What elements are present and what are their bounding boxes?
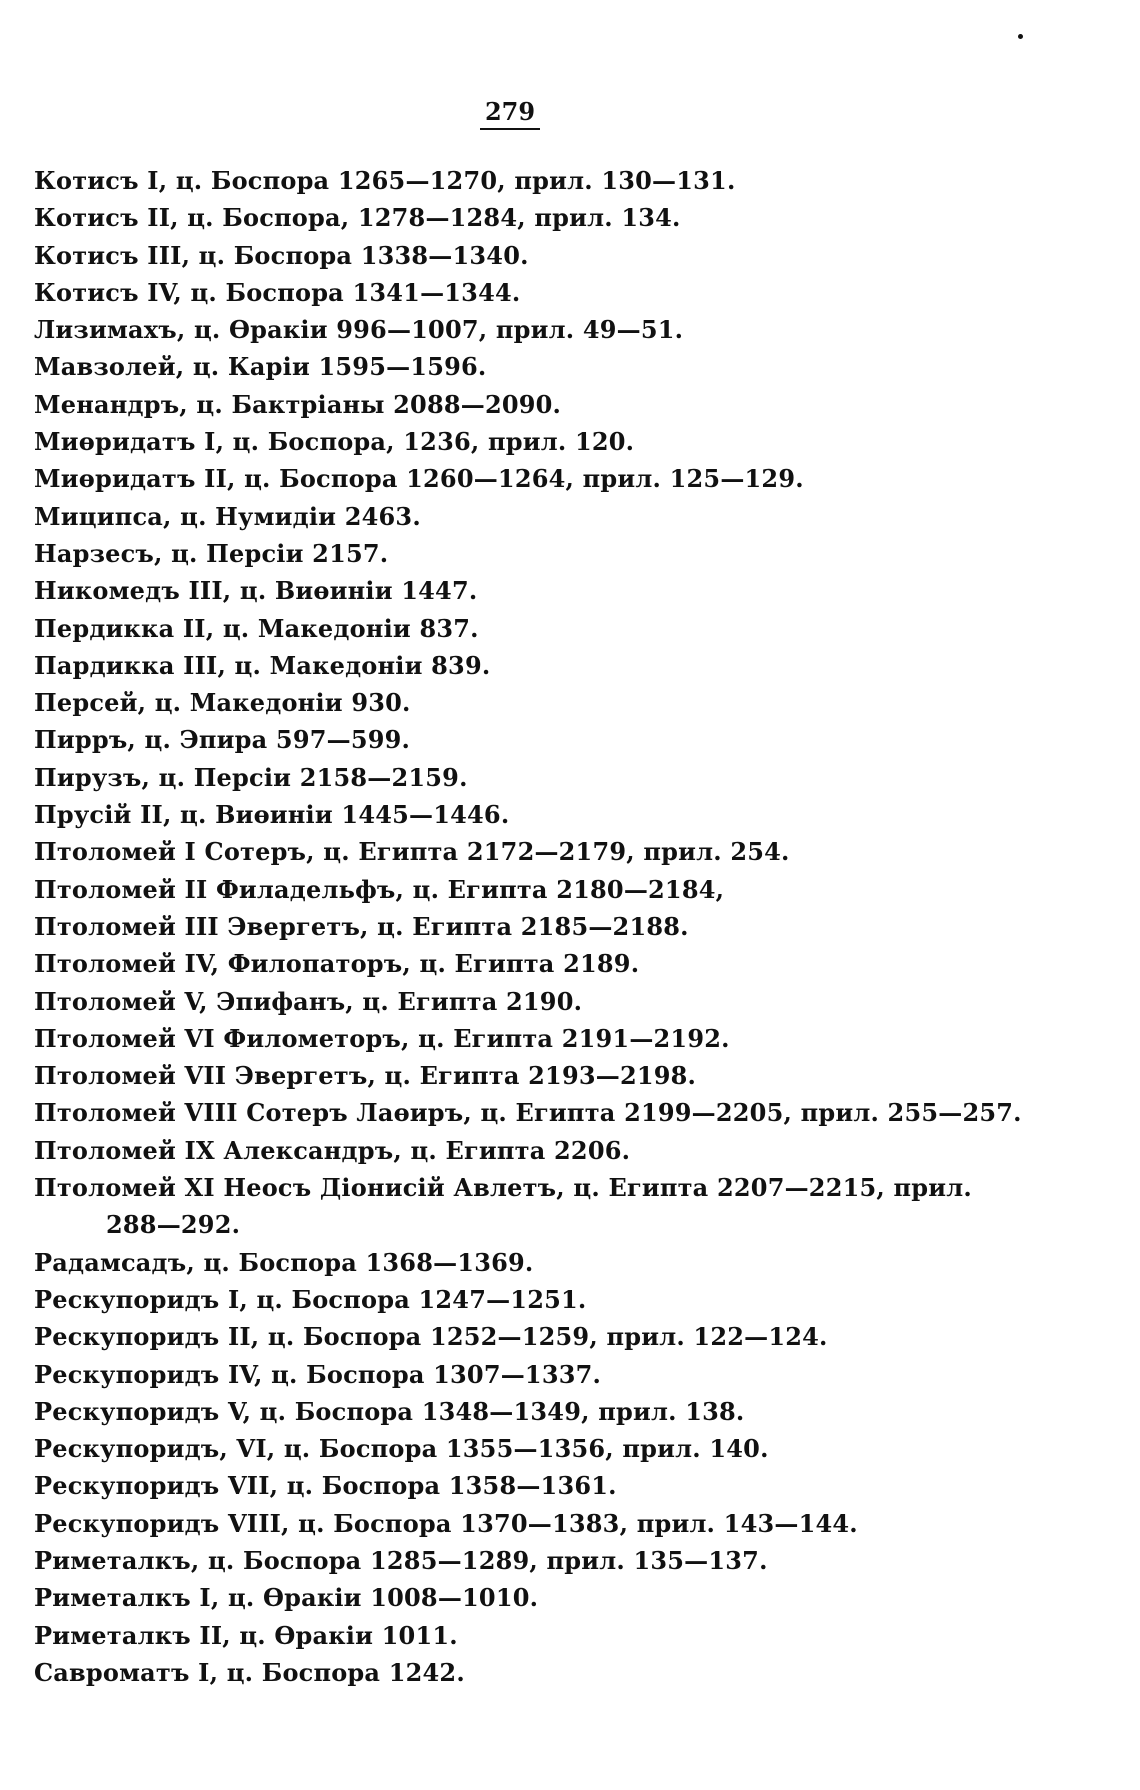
entry-text: Птоломей VII Эвергетъ, ц. Египта 2193—2198. <box>34 1061 697 1091</box>
entry-text: Птоломей III Эвергетъ, ц. Египта 2185—2188. <box>34 911 689 941</box>
index-entry <box>34 1430 1034 1467</box>
entry-text: Пирръ, ц. Эпира 597—599. <box>34 725 411 755</box>
entry-text: Рескупоридъ IV, ц. Боспора 1307—1337. <box>34 1359 602 1389</box>
index-entry <box>34 423 1034 460</box>
entry-text: Рескупоридъ II, ц. Боспора 1252—1259, прил. 122—124. <box>34 1322 828 1352</box>
index-entry <box>34 1057 1034 1094</box>
entry-text: Риметалкъ I, ц. Өракіи 1008—1010. <box>34 1583 539 1613</box>
index-entry <box>34 1579 1034 1616</box>
index-entry <box>34 684 1034 721</box>
index-entry <box>34 386 1034 423</box>
entry-text: Риметалкъ II, ц. Өракіи 1011. <box>34 1620 458 1650</box>
index-entry <box>34 721 1034 758</box>
page-number: 279 <box>480 96 540 130</box>
entry-text: Птоломей VIII Сотеръ Лаөиръ, ц. Египта 2199—2205, прил. 255—257. <box>34 1098 1022 1128</box>
index-entry <box>34 348 1034 385</box>
entry-text: Менандръ, ц. Бактріаны 2088—2090. <box>34 389 562 419</box>
index-entry <box>34 833 1034 870</box>
index-entry <box>34 1654 1034 1691</box>
index-entry <box>34 945 1034 982</box>
index-entry <box>34 460 1034 497</box>
print-speck <box>1018 34 1023 39</box>
entry-text: Птоломей IV, Филопаторъ, ц. Египта 2189. <box>34 949 640 979</box>
index-entry <box>34 1169 1034 1244</box>
entry-text: Рескупоридъ VIII, ц. Боспора 1370—1383, прил. 143—144. <box>34 1508 858 1538</box>
index-entry <box>34 871 1034 908</box>
index-entry <box>34 1505 1034 1542</box>
entry-text: Рескупоридъ I, ц. Боспора 1247—1251. <box>34 1284 587 1314</box>
index-entry <box>34 498 1034 535</box>
entry-text: Мавзолей, ц. Каріи 1595—1596. <box>34 352 487 382</box>
entry-text: Миципса, ц. Нумидіи 2463. <box>34 501 421 531</box>
index-entry <box>34 1132 1034 1169</box>
entry-text: Рескупоридъ, VI, ц. Боспора 1355—1356, прил. 140. <box>34 1434 769 1464</box>
index-entry <box>34 908 1034 945</box>
entry-continuation: 288—292. <box>106 1210 241 1240</box>
index-list <box>34 162 1034 1691</box>
index-entry <box>34 610 1034 647</box>
index-entry <box>34 237 1034 274</box>
index-entry <box>34 1393 1034 1430</box>
index-entry <box>34 1094 1034 1131</box>
index-entry <box>34 983 1034 1020</box>
entry-text: Пердикка II, ц. Македоніи 837. <box>34 613 479 643</box>
entry-text: Котисъ II, ц. Боспора, 1278—1284, прил. 134. <box>34 203 681 233</box>
index-entry <box>34 162 1034 199</box>
entry-text: Птоломей IX Александръ, ц. Египта 2206. <box>34 1135 631 1165</box>
index-entry <box>34 311 1034 348</box>
index-entry <box>34 274 1034 311</box>
entry-text: Птоломей II Филадельфъ, ц. Египта 2180—2184, <box>34 874 725 904</box>
index-entry <box>34 796 1034 833</box>
index-entry <box>34 1542 1034 1579</box>
entry-text: Савроматъ I, ц. Боспора 1242. <box>34 1657 465 1687</box>
entry-text: Никомедъ III, ц. Виөиніи 1447. <box>34 576 478 606</box>
index-entry <box>34 1617 1034 1654</box>
entry-text: Котисъ IV, ц. Боспора 1341—1344. <box>34 277 521 307</box>
entry-text: Рескупоридъ V, ц. Боспора 1348—1349, прил. 138. <box>34 1396 745 1426</box>
index-entry <box>34 759 1034 796</box>
entry-text: Котисъ I, ц. Боспора 1265—1270, прил. 130—131. <box>34 166 736 195</box>
entry-text: Нарзесъ, ц. Персіи 2157. <box>34 538 389 568</box>
entry-text: Птоломей XI Неосъ Діонисій Авлетъ, ц. Египта 2207—2215, прил. <box>34 1173 972 1203</box>
entry-text: Риметалкъ, ц. Боспора 1285—1289, прил. 135—137. <box>34 1545 768 1575</box>
entry-text: Миөридатъ I, ц. Боспора, 1236, прил. 120. <box>34 427 635 457</box>
index-entry <box>34 1318 1034 1355</box>
entry-text: Прусій II, ц. Виөиніи 1445—1446. <box>34 800 510 830</box>
index-entry <box>34 1281 1034 1318</box>
entry-text: Пирузъ, ц. Персіи 2158—2159. <box>34 762 468 792</box>
entry-text: Персей, ц. Македоніи 930. <box>34 688 411 718</box>
entry-text: Птоломей VI Филометоръ, ц. Египта 2191—2192. <box>34 1023 730 1053</box>
entry-text: Птоломей I Сотеръ, ц. Египта 2172—2179, прил. 254. <box>34 837 790 867</box>
entry-text: Радамсадъ, ц. Боспора 1368—1369. <box>34 1247 534 1277</box>
index-entry <box>34 647 1034 684</box>
index-entry <box>34 1356 1034 1393</box>
entry-text: Миөридатъ II, ц. Боспора 1260—1264, прил. 125—129. <box>34 464 804 494</box>
index-entry <box>34 1467 1034 1504</box>
index-entry <box>34 1244 1034 1281</box>
entry-text: Котисъ III, ц. Боспора 1338—1340. <box>34 240 529 270</box>
index-entry <box>34 199 1034 236</box>
entry-text: Пардикка III, ц. Македоніи 839. <box>34 650 491 680</box>
index-entry <box>34 535 1034 572</box>
entry-text: Птоломей V, Эпифанъ, ц. Египта 2190. <box>34 986 583 1016</box>
entry-text: Лизимахъ, ц. Өракіи 996—1007, прил. 49—51. <box>34 315 684 345</box>
entry-text: Рескупоридъ VII, ц. Боспора 1358—1361. <box>34 1471 617 1501</box>
index-entry <box>34 572 1034 609</box>
index-entry <box>34 1020 1034 1057</box>
